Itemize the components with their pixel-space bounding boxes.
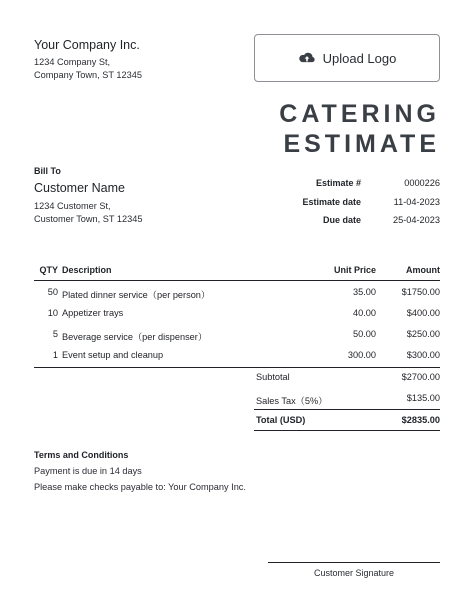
company-address-line1: 1234 Company St, <box>34 57 111 67</box>
row-4-amount: $300.00 <box>406 350 440 360</box>
terms-heading: Terms and Conditions <box>34 450 129 460</box>
estimate-date-value: 11-04-2023 <box>393 197 440 207</box>
row-2-amount: $400.00 <box>406 308 440 318</box>
row-1-description: Plated dinner service（per person） <box>62 290 211 300</box>
bill-to-heading: Bill To <box>34 166 61 176</box>
row-1-amount: $1750.00 <box>401 287 440 297</box>
cloud-upload-icon <box>298 51 316 65</box>
column-header-qty: QTY <box>39 265 58 275</box>
upload-logo-button[interactable] <box>254 34 440 82</box>
subtotal-label: Subtotal <box>256 372 290 382</box>
total-top-divider <box>254 409 440 410</box>
document-title-line1: CATERING <box>279 100 440 128</box>
upload-logo-label: Upload Logo <box>322 50 397 66</box>
column-header-unit-price: Unit Price <box>333 265 376 275</box>
estimate-number-value: 0000226 <box>404 178 440 188</box>
sales-tax-value: $135.00 <box>406 393 440 403</box>
terms-line1: Payment is due in 14 days <box>34 466 142 476</box>
row-3-amount: $250.00 <box>406 329 440 339</box>
row-3-qty: 5 <box>52 329 58 339</box>
row-2-unit-price: 40.00 <box>353 308 376 318</box>
row-1-qty: 50 <box>47 287 58 297</box>
column-header-amount: Amount <box>406 265 440 275</box>
row-3-description: Beverage service（per dispenser） <box>62 332 208 342</box>
company-address-line2: Company Town, ST 12345 <box>34 70 142 80</box>
signature-label: Customer Signature <box>313 568 395 578</box>
row-4-unit-price: 300.00 <box>347 350 376 360</box>
due-date-label: Due date <box>322 215 361 225</box>
total-value: $2835.00 <box>401 415 440 425</box>
total-label: Total (USD) <box>256 415 306 425</box>
column-header-description: Description <box>62 265 112 275</box>
subtotal-value: $2700.00 <box>401 372 440 382</box>
row-4-qty: 1 <box>52 350 58 360</box>
terms-line2: Please make checks payable to: Your Company Inc. <box>34 482 246 492</box>
estimate-number-label: Estimate # <box>315 178 361 188</box>
customer-address-line1: 1234 Customer St, <box>34 201 111 211</box>
row-3-unit-price: 50.00 <box>353 329 376 339</box>
document-title-line2: ESTIMATE <box>283 130 440 158</box>
row-2-qty: 10 <box>47 308 58 318</box>
row-1-unit-price: 35.00 <box>353 287 376 297</box>
estimate-date-label: Estimate date <box>302 197 361 207</box>
table-header-divider <box>34 280 440 281</box>
row-4-description: Event setup and cleanup <box>62 350 164 360</box>
company-name: Your Company Inc. <box>34 38 140 52</box>
table-body-divider <box>34 367 440 368</box>
row-2-description: Appetizer trays <box>62 308 124 318</box>
sales-tax-label: Sales Tax（5%） <box>256 396 328 406</box>
customer-address-line2: Customer Town, ST 12345 <box>34 214 143 224</box>
signature-line <box>268 562 440 563</box>
customer-name: Customer Name <box>34 181 125 195</box>
due-date-value: 25-04-2023 <box>393 215 440 225</box>
total-bottom-divider <box>254 430 440 431</box>
